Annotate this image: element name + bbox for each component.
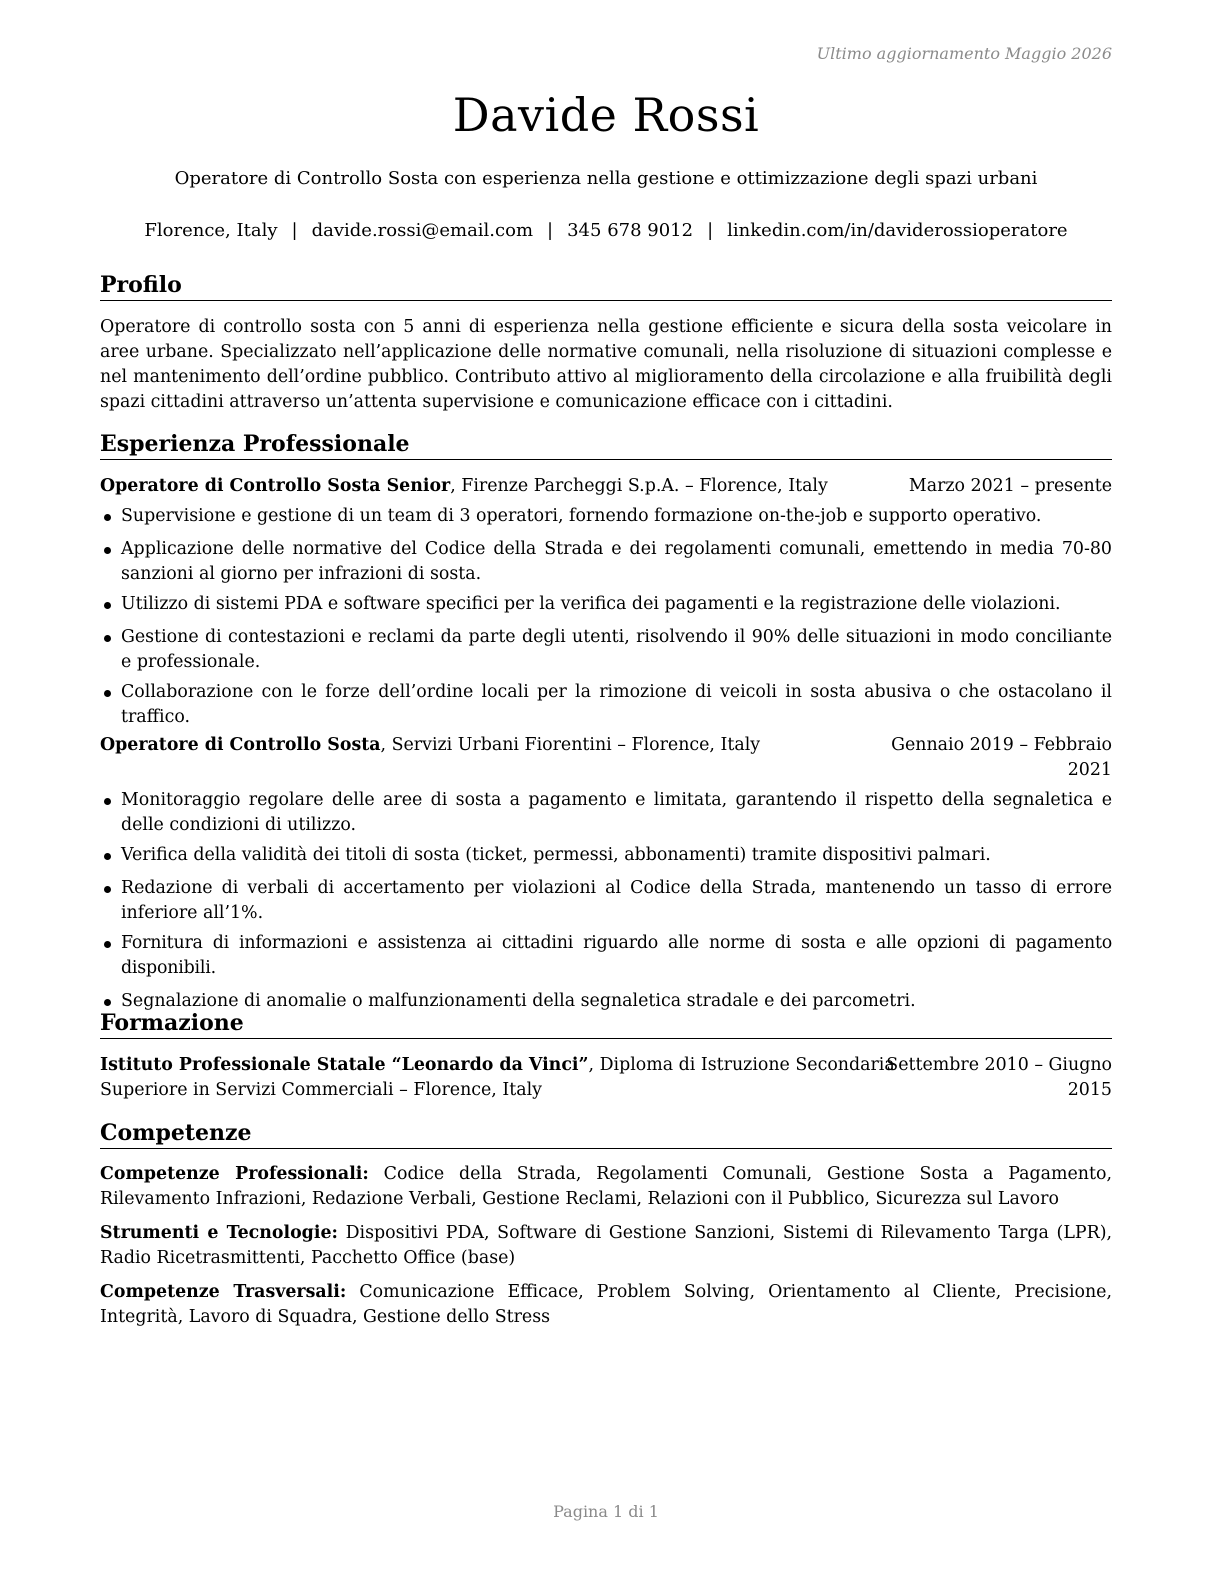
contact-line (100, 220, 1112, 241)
skill-group (100, 1162, 1112, 1212)
job-company: , Servizi Urbani Fiorentini – Florence, Italy (380, 735, 761, 755)
education-dates-line2: 2015 (1067, 1080, 1112, 1100)
contact-separator: | (547, 220, 554, 241)
education-degree-line2: Superiore in Servizi Commerciali – Florence, Italy (100, 1080, 542, 1100)
education-dates-line1: Settembre 2010 – Giugno (886, 1055, 1112, 1075)
job-dates (891, 733, 1112, 783)
skill-group-text: Dispositivi PDA, Software di Gestione Sanzioni, Sistemi di Rilevamento Targa (LPR), Radio Ricetrasmittenti, Pacchetto Office (base) (100, 1223, 1113, 1268)
bullet-item: Applicazione delle normative del Codice della Strada e dei regolamenti comunali, emettendo in media 70-80 sanzioni al giorno per infrazioni di sosta. (100, 537, 1112, 587)
job-dates-line2: 2021 (1067, 760, 1112, 780)
bullet-item: Fornitura di informazioni e assistenza ai cittadini riguardo alle norme di sosta e alle opzioni di pagamento disponibili. (100, 931, 1112, 981)
bullet-item: Supervisione e gestione di un team di 3 operatori, fornendo formazione on-the-job e supporto operativo. (100, 504, 1112, 529)
tagline: Operatore di Controllo Sosta con esperienza nella gestione e ottimizzazione degli spazi urbani (174, 168, 1038, 189)
bullet-item: Monitoraggio regolare delle aree di sosta a pagamento e limitata, garantendo il rispetto della segnaletica e delle condizioni di utilizzo. (100, 788, 1112, 838)
bullet-item: Segnalazione di anomalie o malfunzionamenti della segnaletica stradale e dei parcometri. (100, 989, 1112, 1014)
job-dates-line1: Gennaio 2019 – Febbraio (891, 735, 1112, 755)
bullet-item: Redazione di verbali di accertamento per violazioni al Codice della Strada, mantenendo un tasso di errore inferiore all’1%. (100, 876, 1112, 926)
section-title-education: Formazione (100, 1010, 1112, 1039)
job-role: Operatore di Controllo Sosta Senior (100, 476, 451, 496)
section-title-skills: Competenze (100, 1120, 1112, 1149)
skill-group-label: Competenze Professionali: (100, 1164, 369, 1184)
bullet-item: Collaborazione con le forze dell’ordine locali per la rimozione di veicoli in sosta abusiva o che ostacolano il traffico. (100, 680, 1112, 730)
skill-group (100, 1221, 1112, 1271)
candidate-name: Davide Rossi (452, 88, 760, 142)
profile-text: Operatore di controllo sosta con 5 anni di esperienza nella gestione efficiente e sicura della sosta veicolare in aree urbane. Specializzato nell’applicazione delle normative comunali, nella risoluzione di situazioni complesse e nel mantenimento dell’ordine pubblico. Contributo attivo al miglioramento della circolazione e alla fruibilità degli spazi cittadini attraverso un’attenta supervisione e comunicazione efficace con i cittadini. (100, 317, 1112, 412)
bullet-item: Gestione di contestazioni e reclami da parte degli utenti, risolvendo il 90% delle situazioni in modo conciliante e professionale. (100, 625, 1112, 675)
job-company: , Firenze Parcheggi S.p.A. – Florence, Italy (450, 476, 828, 496)
bullet-item: Verifica della validità dei titoli di sosta (ticket, permessi, abbonamenti) tramite dispositivi palmari. (100, 843, 1112, 868)
skill-group (100, 1280, 1112, 1330)
page-number: Pagina 1 di 1 (553, 1502, 659, 1521)
contact-email[interactable]: davide.rossi@email.com (311, 220, 534, 241)
resume-page (100, 0, 1112, 1584)
skill-group-label: Strumenti e Tecnologie: (100, 1223, 338, 1243)
job-dates: Marzo 2021 – presente (908, 476, 1112, 496)
last-updated: Ultimo aggiornamento Maggio 2026 (816, 44, 1112, 63)
bullet-item: Utilizzo di sistemi PDA e software specifici per la verifica dei pagamenti e la registrazione delle violazioni. (100, 592, 1112, 617)
contact-linkedin[interactable]: linkedin.com/in/daviderossioperatore (727, 220, 1068, 241)
skill-group-label: Competenze Trasversali: (100, 1282, 347, 1302)
education-degree-line1: , Diploma di Istruzione Secondaria (588, 1055, 895, 1075)
education-entry (100, 1053, 1112, 1103)
job-role: Operatore di Controllo Sosta (100, 735, 381, 755)
contact-separator: | (291, 220, 298, 241)
skill-group-text: Codice della Strada, Regolamenti Comunali, Gestione Sosta a Pagamento, Rilevamento Infrazioni, Redazione Verbali, Gestione Reclami, Relazioni con il Pubblico, Sicurezza sul Lavoro (100, 1164, 1112, 1209)
job-header (100, 733, 1112, 780)
education-school: Istituto Professionale Statale “Leonardo da Vinci” (100, 1055, 589, 1075)
contact-location: Florence, Italy (144, 220, 278, 241)
job-header (100, 474, 1112, 499)
section-title-profile: Profilo (100, 272, 1112, 301)
skill-group-text: Comunicazione Efficace, Problem Solving, Orientamento al Cliente, Precisione, Integrità, Lavoro di Squadra, Gestione dello Stress (100, 1282, 1112, 1327)
section-title-experience: Esperienza Professionale (100, 431, 1112, 460)
job-bullets (100, 504, 1112, 730)
contact-phone[interactable]: 345 678 9012 (567, 220, 694, 241)
contact-separator: | (707, 220, 714, 241)
job-bullets (100, 788, 1112, 1014)
education-dates (886, 1053, 1112, 1103)
